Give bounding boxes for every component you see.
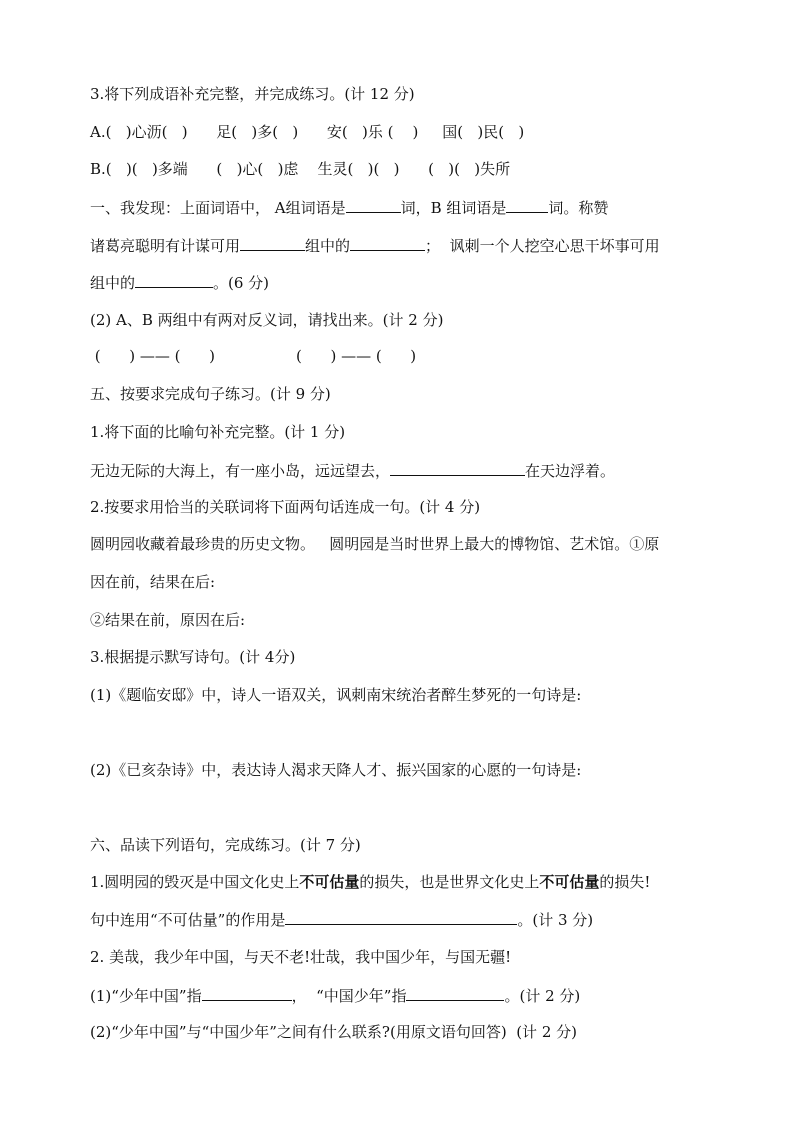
connectives-effect-first: ②结果在前，原因在后:: [90, 611, 246, 629]
antonym-pairs: ( ) —— ( ) ( ) —— ( ): [90, 347, 417, 365]
q1-line2-text-b: 组中的: [305, 237, 351, 255]
answer-blank[interactable]: [390, 460, 525, 476]
question-discover-line2: [90, 235, 660, 255]
quote-young-china: 2. 美哉，我少年中国，与天不老!壮哉，我中国少年，与国无疆!: [90, 948, 512, 966]
section6-heading: 六、品读下列语句，完成练习。(计 7 分): [90, 836, 361, 854]
question-young-china-1: [90, 985, 580, 1005]
section5-heading: 五、按要求完成句子练习。(计 9 分): [90, 385, 331, 403]
section3-heading: 3.将下列成语补充完整，并完成练习。(计 12 分): [90, 85, 415, 103]
answer-blank[interactable]: [350, 235, 425, 251]
answer-blank[interactable]: [135, 272, 213, 288]
q6-1-line2-text-a: 句中连用“不可估量”的作用是: [90, 911, 286, 929]
answer-blank[interactable]: [406, 985, 504, 1001]
bold-phrase: 不可估量: [299, 873, 360, 891]
q1-line3-text-a: 组中的: [90, 274, 136, 292]
q1-line2-text-a: 诸葛亮聪明有计谋可用: [90, 237, 241, 255]
idiom-row-b: B.( )( )多端 ( )心( )虑 生灵( )( ) ( )( )失所: [90, 160, 511, 178]
idiom-row-a: A.( )心沥( ) 足( )多( ) 安( )乐 ( ) 国( )民( ): [90, 123, 525, 141]
question-effect: [90, 909, 593, 929]
simile-text-a: 无边无际的大海上，有一座小岛，远远望去，: [90, 462, 391, 480]
q1-text-c: 词。称赞: [548, 199, 609, 217]
q1-text-b: 词，B 组词语是: [400, 199, 507, 217]
connectives-cause-first: 因在前，结果在后:: [90, 573, 216, 591]
q6-1-text-c: 的损失!: [599, 873, 651, 891]
answer-blank[interactable]: [240, 235, 305, 251]
q6-1-text-a: 1.圆明园的毁灭是中国文化史上: [90, 873, 300, 891]
simile-sentence: [90, 460, 615, 480]
q6-1-line2-text-b: 。(计 3 分): [517, 911, 594, 929]
q1-text-a: 一、我发现：上面词语中， A组词语是: [90, 199, 346, 217]
question-yuanmingyuan: [90, 872, 650, 892]
question-discover-line3: [90, 272, 269, 292]
question-poems: 3.根据提示默写诗句。(计 4分): [90, 648, 296, 666]
question-antonyms: (2) A、B 两组中有两对反义词，请找出来。(计 2 分): [90, 311, 444, 329]
answer-blank[interactable]: [346, 197, 401, 213]
question-young-china-2: (2)“少年中国”与“中国少年”之间有什么联系?(用原文语句回答) (计 2 分): [90, 1023, 577, 1041]
q6-2-1-text-b: ， “中国少年”指: [291, 987, 407, 1005]
question-simile: 1.将下面的比喻句补充完整。(计 1 分): [90, 423, 346, 441]
poem-question-2: (2)《已亥杂诗》中，表达诗人渴求天降人才、振兴国家的心愿的一句诗是:: [90, 761, 582, 779]
connectives-sentences: 圆明园收藏着最珍贵的历史文物。 圆明园是当时世界上最大的博物馆、艺术馆。①原: [90, 535, 660, 553]
simile-text-b: 在天边浮着。: [525, 462, 616, 480]
answer-blank[interactable]: [285, 909, 517, 925]
q6-2-1-text-a: (1)“少年中国”指: [90, 987, 202, 1005]
question-connectives: 2.按要求用恰当的关联词将下面两句话连成一句。(计 4 分): [90, 498, 481, 516]
poem-question-1: (1)《题临安邸》中，诗人一语双关，讽刺南宋统治者醉生梦死的一句诗是:: [90, 686, 582, 704]
q1-line2-text-c: ； 讽刺一个人挖空心思干坏事可用: [425, 237, 660, 255]
answer-blank[interactable]: [506, 197, 548, 213]
question-discover: [90, 197, 608, 217]
q6-2-1-text-c: 。(计 2 分): [504, 987, 581, 1005]
q6-1-text-b: 的损失，也是世界文化史上: [359, 873, 540, 891]
answer-blank[interactable]: [202, 985, 292, 1001]
q1-line3-text-b: 。(6 分): [213, 274, 270, 292]
bold-phrase: 不可估量: [539, 873, 600, 891]
